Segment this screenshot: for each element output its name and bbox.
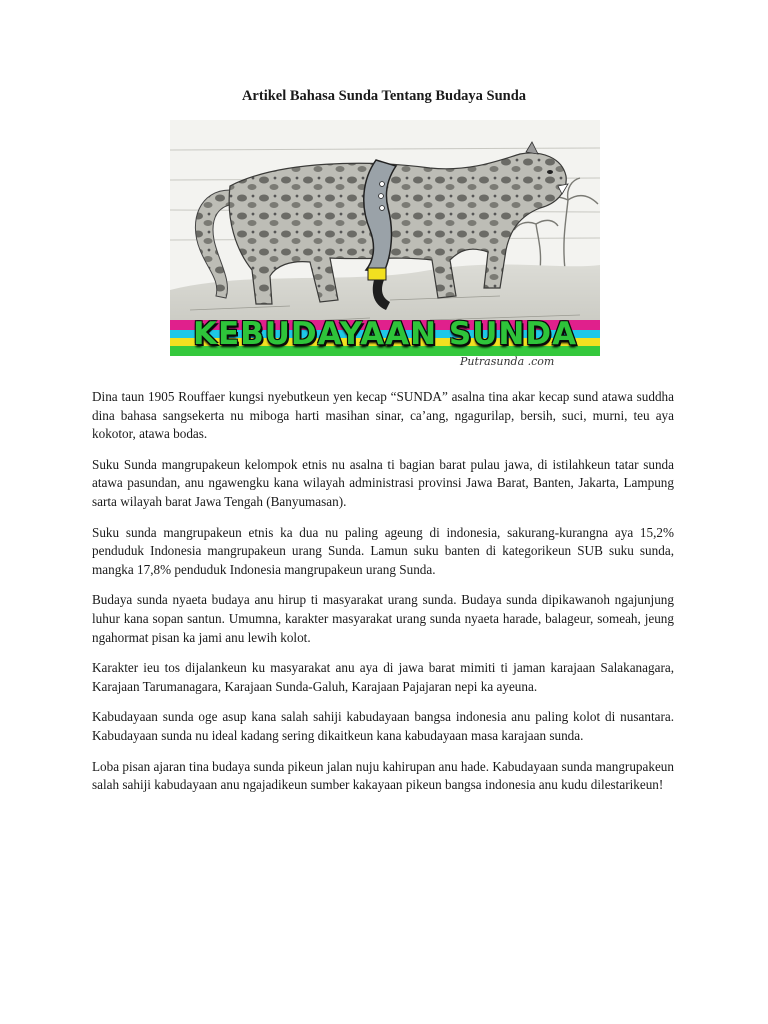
banner-title-text: KEBUDAYAAN SUNDA xyxy=(192,316,578,352)
article-body xyxy=(92,388,674,807)
paragraph-3: Suku sunda mangrupakeun etnis ka dua nu paling ageung di indonesia, sakurang-kurangna aya 15,2% penduduk Indonesia mangrupakeun urang Sunda. Lamun suku banten di kategorikeun SUB suku sunda, mangka 17,8% penduduk Indonesia mangrupakeun urang Sunda. xyxy=(92,524,674,577)
paragraph-7: Loba pisan ajaran tina budaya sunda pikeun jalan nuju kahirupan anu hade. Kabudayaan sunda mangrupakeun salah sahiji kabudayaan anu ngajadikeun sumber kakayaan pikeun bangsa indonesia anu kudu dilestarikeun! xyxy=(92,758,674,793)
paragraph-2: Suku Sunda mangrupakeun kelompok etnis nu asalna ti bagian barat pulau jawa, di istilahkeun tatar sunda atawa pasundan, anu ngawengku kana wilayah administrasi provinsi Jawa Barat, Banten, Jakarta, Lampung sarta wilayah barat Jawa Tengah (Banyumasan). xyxy=(92,456,674,509)
banner-credit-text: Putrasunda .com xyxy=(460,355,555,368)
document-title: Artikel Bahasa Sunda Tentang Budaya Sunda xyxy=(241,88,527,104)
paragraph-5: Karakter ieu tos dijalankeun ku masyarakat anu aya di jawa barat mimiti ti jaman karajaan Salakanagara, Karajaan Tarumanagara, Karajaan Sunda-Galuh, Karajaan Pajajaran nepi ka ayeuna. xyxy=(92,660,674,694)
kebudayaan-sunda-banner-image xyxy=(170,120,600,376)
paragraph-1: Dina taun 1905 Rouffaer kungsi nyebutkeun yen kecap “SUNDA” asalna tina akar kecap sund atawa suddha dina bahasa sangsekerta nu miboga harti masihan sinar, ca’ang, ngagurilap, bersih, suci, murni, teu aya kokotor, atawa bodas. xyxy=(92,389,674,442)
paragraph-6: Kabudayaan sunda oge asup kana salah sahiji kabudayaan bangsa indonesia anu paling kolot di nusantara. Kabudayaan sunda nu ideal kadang sering dikaitkeun kana kabudayaan masa karajaan sunda. xyxy=(92,709,674,743)
paragraph-4: Budaya sunda nyaeta budaya anu hirup ti masyarakat urang sunda. Budaya sunda dipikawanoh ngajunjung luhur kana sopan santun. Umumna, karakter masyarakat urang sunda nyaeta harade, balageur, someah, jeung ngahormat pisan ka jami anu lewih kolot. xyxy=(92,592,674,645)
